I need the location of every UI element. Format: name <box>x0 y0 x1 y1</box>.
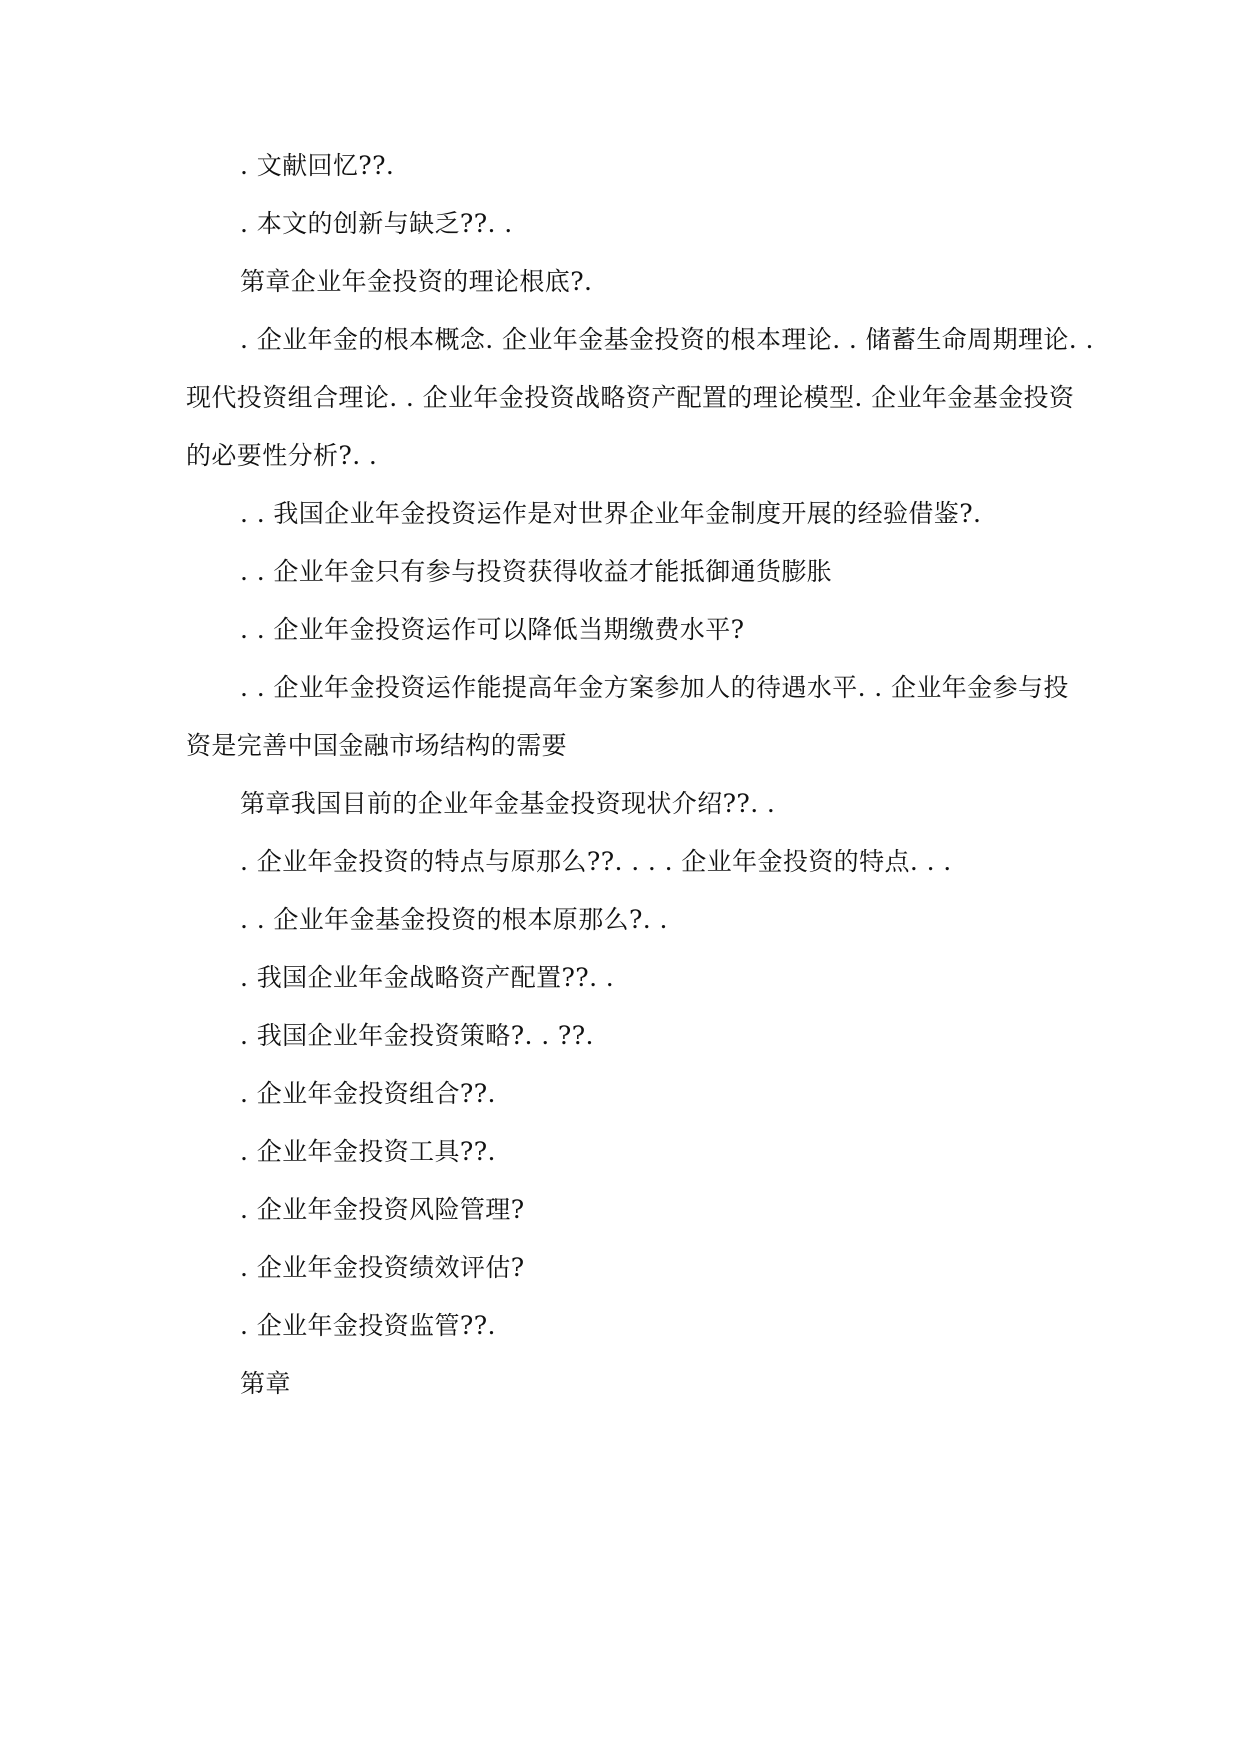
text-line: . 本文的创新与缺乏??. . <box>240 209 513 238</box>
text-line: . . 企业年金投资运作能提高年金方案参加人的待遇水平. . 企业年金参与投 <box>240 673 1069 702</box>
text-line: . 企业年金投资绩效评估? <box>240 1253 525 1282</box>
text-line: . 企业年金投资组合??. <box>240 1079 496 1108</box>
text-line: . 企业年金投资的特点与原那么??. . . . 企业年金投资的特点. . . <box>240 847 952 876</box>
text-line: 的必要性分析?. . <box>186 441 378 470</box>
section-heading: 第章企业年金投资的理论根底?. <box>240 267 593 296</box>
text-line: . 企业年金投资监管??. <box>240 1311 496 1340</box>
text-line: . 企业年金投资风险管理? <box>240 1195 525 1224</box>
text-line: . 企业年金投资工具??. <box>240 1137 496 1166</box>
text-line: . 我国企业年金战略资产配置??. . <box>240 963 615 992</box>
text-line: . 文献回忆??. <box>240 151 395 180</box>
text-line: . . 企业年金投资运作可以降低当期缴费水平? <box>240 615 745 644</box>
text-line: 现代投资组合理论. . 企业年金投资战略资产配置的理论模型. 企业年金基金投资 <box>186 383 1075 412</box>
text-line: . . 我国企业年金投资运作是对世界企业年金制度开展的经验借鉴?. <box>240 499 982 528</box>
text-line: . 企业年金的根本概念. 企业年金基金投资的根本理论. . 储蓄生命周期理论. . <box>240 325 1094 354</box>
text-line: . . 企业年金基金投资的根本原那么?. . <box>240 905 668 934</box>
section-heading: 第章 <box>240 1369 291 1398</box>
text-line: . 我国企业年金投资策略?. . ??. <box>240 1021 594 1050</box>
text-line: 资是完善中国金融市场结构的需要 <box>186 731 568 760</box>
text-line: . . 企业年金只有参与投资获得收益才能抵御通货膨胀 <box>240 557 833 586</box>
section-heading: 第章我国目前的企业年金基金投资现状介绍??. . <box>240 789 776 818</box>
